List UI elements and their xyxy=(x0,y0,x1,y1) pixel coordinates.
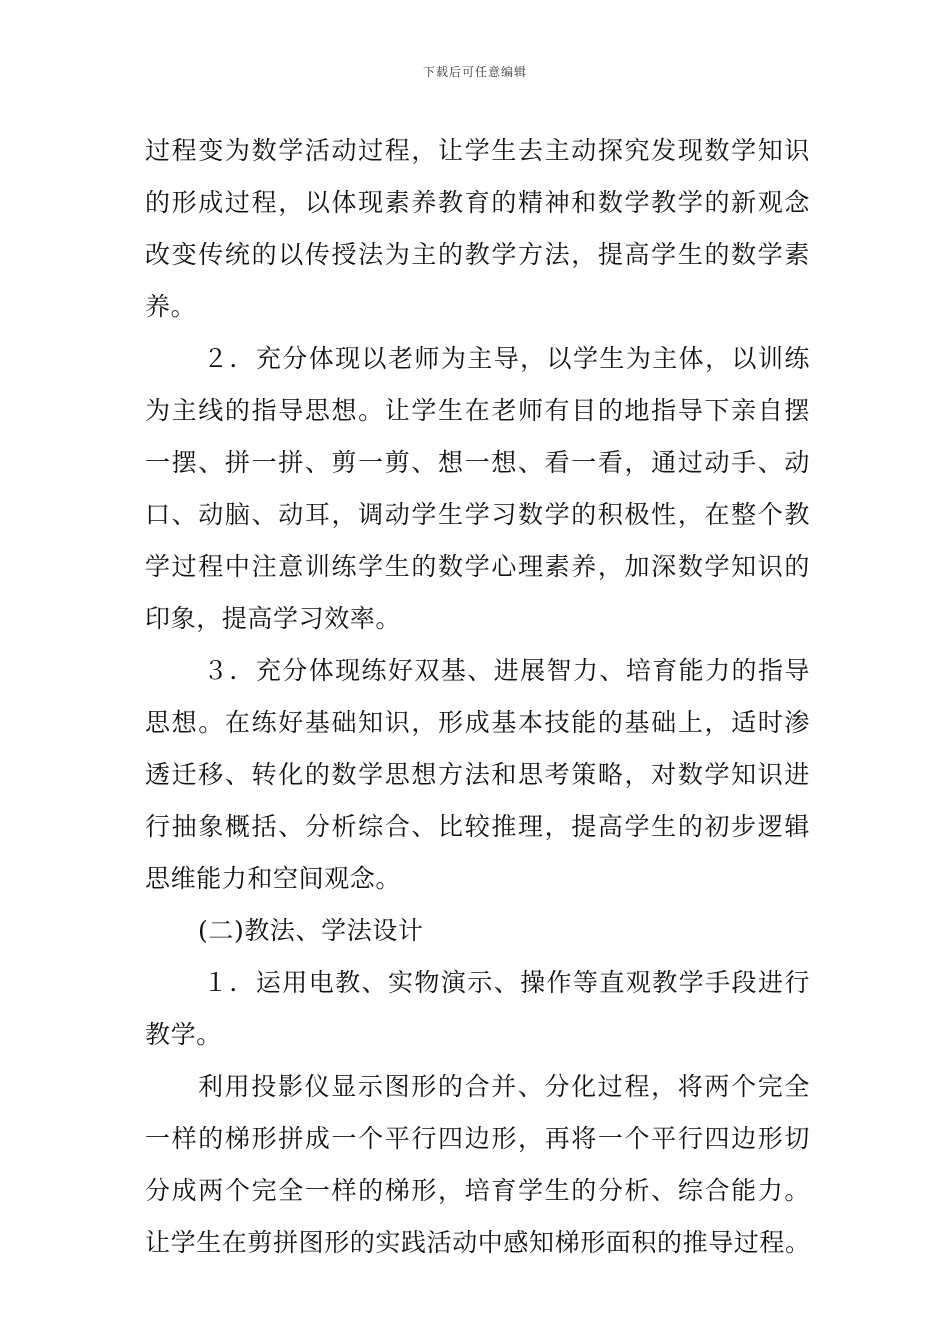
section-subheading: (二)教法、学法设计 xyxy=(198,916,424,945)
paragraph-line: 过程变为数学活动过程，让学生去主动探究发现数学知识 xyxy=(145,136,810,165)
numbered-item-line: ２．充分体现以老师为主导，以学生为主体，以训练 xyxy=(203,344,810,373)
paragraph-line: 口、动脑、动耳，调动学生学习数学的积极性，在整个教 xyxy=(145,500,810,529)
paragraph-line: 思维能力和空间观念。 xyxy=(145,864,402,893)
paragraph-line: 为主线的指导思想。让学生在老师有目的地指导下亲自摆 xyxy=(145,396,810,425)
paragraph-line: 学过程中注意训练学生的数学心理素养，加深数学知识的 xyxy=(145,552,810,581)
paragraph-line: 利用投影仪显示图形的合并、分化过程，将两个完全 xyxy=(198,1072,810,1101)
paragraph-line: 思想。在练好基础知识，形成基本技能的基础上，适时渗 xyxy=(145,708,810,737)
paragraph-line: 让学生在剪拼图形的实践活动中感知梯形面积的推导过程。 xyxy=(145,1228,811,1257)
paragraph-line: 教学。 xyxy=(145,1020,222,1049)
page-header-note: 下载后可任意编辑 xyxy=(422,65,527,79)
paragraph-line: 行抽象概括、分析综合、比较推理，提高学生的初步逻辑 xyxy=(145,812,810,841)
paragraph-line: 一摆、拼一拼、剪一剪、想一想、看一看，通过动手、动 xyxy=(145,448,810,477)
paragraph-line: 透迁移、转化的数学思想方法和思考策略，对数学知识进 xyxy=(145,760,810,789)
paragraph-line: 养。 xyxy=(145,292,197,321)
paragraph-line: 印象，提高学习效率。 xyxy=(145,604,402,633)
document-body xyxy=(145,125,810,1269)
numbered-item-line: ３．充分体现练好双基、进展智力、培育能力的指导 xyxy=(203,656,810,685)
paragraph-line: 的形成过程，以体现素养教育的精神和数学教学的新观念 xyxy=(145,188,810,217)
paragraph-line: 一样的梯形拼成一个平行四边形，再将一个平行四边形切 xyxy=(145,1124,810,1153)
paragraph-line: 分成两个完全一样的梯形，培育学生的分析、综合能力。 xyxy=(145,1176,810,1205)
paragraph-line: 改变传统的以传授法为主的教学方法，提高学生的数学素 xyxy=(145,240,810,269)
numbered-item-line: １．运用电教、实物演示、操作等直观教学手段进行 xyxy=(203,968,810,997)
